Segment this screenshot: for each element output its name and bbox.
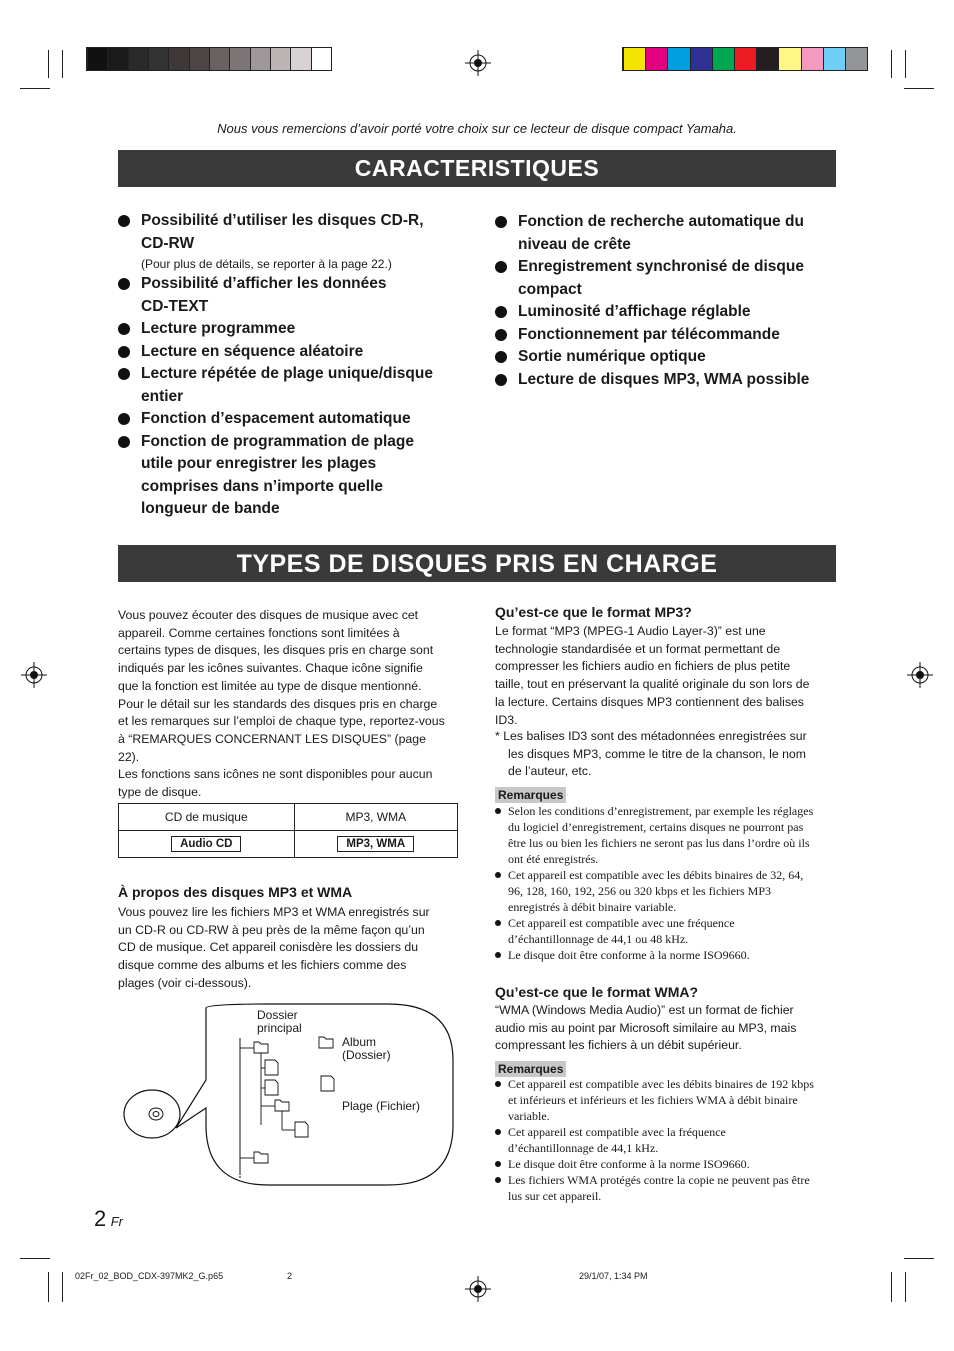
- bullet-icon: [495, 1081, 501, 1087]
- calibration-swatch: [290, 48, 310, 70]
- text-line: Vous pouvez écouter des disques de musique avec cet: [118, 608, 419, 622]
- footer-filename: 02Fr_02_BOD_CDX-397MK2_G.p65: [75, 1271, 224, 1281]
- diagram-root-label: Dossier principal: [257, 1008, 302, 1035]
- remark-text: d’échantillonnage de 44,1 kHz.: [508, 1141, 659, 1155]
- mp3-section-title: Qu’est-ce que le format MP3?: [495, 604, 692, 620]
- registration-mark-icon: [907, 662, 933, 688]
- text-line: les disques MP3, comme le titre de la chanson, le nom: [508, 746, 807, 761]
- feature-item: [495, 324, 840, 347]
- bullet-icon: [495, 351, 507, 363]
- feature-item: [118, 273, 463, 318]
- bullet-icon: [495, 306, 507, 318]
- feature-item: [118, 363, 463, 408]
- text-line: “WMA (Windows Media Audio)” est un format de fichier: [495, 1003, 794, 1017]
- subfolder-icon: [275, 1100, 289, 1111]
- remark-text: ont été enregistrés.: [508, 852, 599, 866]
- about-mp3-wma-text: [118, 904, 463, 993]
- text-line: compressant les fichiers à un débit supérieur.: [495, 1038, 742, 1053]
- file-icon: [265, 1060, 278, 1075]
- calibration-swatch: [107, 48, 127, 70]
- remark-text: variable.: [508, 1109, 550, 1123]
- registration-mark-icon: [465, 1276, 491, 1302]
- calibration-swatch: [168, 48, 188, 70]
- remark-text: du logiciel d’enregistrement, certains disques ne pourront pas: [508, 820, 804, 834]
- bullet-icon: [118, 436, 130, 448]
- feature-item: [495, 256, 840, 301]
- feature-text: CD-TEXT: [141, 297, 209, 315]
- feature-item: [118, 318, 463, 341]
- text-line: la lecture. Certains disques MP3 contiennent des balises: [495, 694, 804, 709]
- mp3-section-text: [495, 623, 840, 729]
- disc-icon: [124, 1090, 180, 1138]
- text-line: plages (voir ci-dessous).: [118, 975, 252, 990]
- feature-text: Fonctionnement par télécommande: [518, 325, 780, 343]
- disc-type-header-cd: CD de musique: [119, 804, 295, 831]
- remark-item: [495, 1076, 840, 1124]
- text-line: compresser les fichiers audio en fichiers de plus petite: [495, 659, 791, 674]
- text-line: taille, tout en préservant la qualité originale du son lors de: [495, 677, 810, 692]
- feature-item: [495, 301, 840, 324]
- calibration-swatch: [250, 48, 270, 70]
- calibration-swatch: [87, 48, 107, 70]
- text-line: et les remarques sur l’emploi de chaque type, reportez-vous: [118, 714, 445, 729]
- section-title-disc-types: TYPES DE DISQUES PRIS EN CHARGE: [118, 545, 836, 582]
- feature-text: utile pour enregistrer les plages: [141, 455, 377, 472]
- calibration-swatch: [845, 48, 867, 70]
- remark-item: [495, 803, 840, 867]
- bullet-icon: [495, 261, 507, 273]
- remark-item: [495, 867, 840, 915]
- remark-text: Cet appareil est compatible avec les débits binaires de 192 kbps: [508, 1077, 814, 1091]
- calibration-swatch: [712, 48, 734, 70]
- remark-text: Cet appareil est compatible avec la fréquence: [508, 1125, 726, 1139]
- about-mp3-wma-title: À propos des disques MP3 et WMA: [118, 884, 353, 900]
- remark-text: 96, 128, 160, 192, 256 ou 320 kbps et les fichiers MP3: [508, 884, 771, 898]
- feature-text: entier: [141, 387, 184, 405]
- text-line: type de disque.: [118, 785, 202, 800]
- text-line: de l’auteur, etc.: [508, 764, 592, 779]
- text-line: Pour le détail sur les standards des disques pris en charge: [118, 696, 438, 711]
- bullet-icon: [495, 872, 501, 878]
- text-line: * Les balises ID3 sont des métadonnées enregistrées sur: [495, 729, 807, 743]
- feature-text: Lecture en séquence aléatoire: [141, 342, 364, 360]
- diagram-album-label: Album (Dossier): [342, 1035, 391, 1062]
- feature-text: Possibilité d’afficher les données: [141, 275, 387, 292]
- calibration-swatch: [778, 48, 800, 70]
- feature-item: [495, 211, 840, 256]
- feature-item: [495, 369, 840, 392]
- disc-types-intro: [118, 607, 463, 802]
- text-line: que la fonction est limitée au type de disque mentionné.: [118, 678, 422, 693]
- disc-type-header-mp3: MP3, WMA: [294, 804, 457, 831]
- feature-item: [118, 341, 463, 364]
- mp3-footnote: [495, 728, 840, 781]
- intro-text: Nous vous remercions d’avoir porté votre choix sur ce lecteur de disque compact Yamaha.: [217, 121, 737, 136]
- remark-text: enregistrés à débit binaire variable.: [508, 900, 677, 914]
- bullet-icon: [118, 346, 130, 358]
- remark-item: [495, 915, 840, 947]
- file-icon: [265, 1080, 278, 1095]
- mp3-remarks-list: [495, 803, 840, 963]
- remark-text: et inférieurs et inférieurs et les fichiers WMA à débit binaire: [508, 1093, 798, 1107]
- remarks-label: Remarques: [495, 1061, 566, 1077]
- remark-text: Les fichiers WMA protégés contre la copie ne peuvent pas être: [508, 1173, 810, 1187]
- section-title-features: CARACTERISTIQUES: [118, 150, 836, 187]
- bullet-icon: [118, 413, 130, 425]
- root-folder-icon: [254, 1042, 268, 1053]
- wma-section-title: Qu’est-ce que le format WMA?: [495, 984, 699, 1000]
- remark-text: Selon les conditions d’enregistrement, par exemple les réglages: [508, 804, 814, 818]
- bullet-icon: [495, 1161, 501, 1167]
- remark-item: [495, 1172, 840, 1204]
- text-line: à “REMARQUES CONCERNANT LES DISQUES” (page: [118, 731, 426, 746]
- feature-text: Enregistrement synchronisé de disque: [518, 258, 804, 275]
- text-line: 22).: [118, 749, 140, 764]
- remark-item: [495, 1156, 840, 1172]
- bullet-icon: [495, 808, 501, 814]
- feature-item: [495, 346, 840, 369]
- feature-text: Fonction de recherche automatique du: [518, 213, 804, 230]
- feature-text: Lecture de disques MP3, WMA possible: [518, 370, 810, 388]
- text-line: appareil. Comme certaines fonctions sont limitées à: [118, 625, 400, 640]
- text-line: Les fonctions sans icônes ne sont disponibles pour aucun: [118, 767, 433, 782]
- remark-text: Cet appareil est compatible avec les débits binaires de 32, 64,: [508, 868, 804, 882]
- text-line: CD de musique. Cet appareil conisdère les dossiers du: [118, 940, 419, 955]
- diagram-file-label: Plage (Fichier): [342, 1099, 421, 1113]
- bullet-icon: [495, 216, 507, 228]
- calibration-swatch: [823, 48, 845, 70]
- feature-text: CD-RW: [141, 234, 195, 252]
- feature-text: compact: [518, 280, 582, 298]
- feature-text: Luminosité d’affichage réglable: [518, 303, 751, 320]
- text-line: un CD-R ou CD-RW à peu près de la même façon qu’un: [118, 922, 425, 937]
- folder-icon: [254, 1152, 268, 1163]
- wma-remarks-list: [495, 1076, 840, 1204]
- feature-text: Possibilité d’utiliser les disques CD-R,: [141, 212, 424, 229]
- text-line: technologie standardisée et un format permettant de: [495, 641, 781, 656]
- legend-folder-icon: [319, 1037, 333, 1048]
- bullet-icon: [495, 952, 501, 958]
- calibration-swatch: [734, 48, 756, 70]
- feature-item: [118, 210, 463, 273]
- text-line: Le format “MP3 (MPEG-1 Audio Layer-3)” est une: [495, 624, 766, 638]
- calibration-swatch: [209, 48, 229, 70]
- remark-text: Cet appareil est compatible avec une fréquence: [508, 916, 735, 930]
- calibration-swatch: [128, 48, 148, 70]
- remark-text: Le disque doit être conforme à la norme ISO9660.: [508, 1157, 750, 1171]
- calibration-swatch: [270, 48, 290, 70]
- remark-item: [495, 947, 840, 963]
- footer-date: 29/1/07, 1:34 PM: [579, 1271, 648, 1281]
- feature-item: [118, 408, 463, 431]
- remark-text: être lus ou bien les fichiers ne seront pas lus dans l’ordre où ils: [508, 836, 810, 850]
- feature-text: longueur de bande: [141, 500, 280, 517]
- calibration-swatch: [645, 48, 667, 70]
- feature-text: comprises dans n’importe quelle: [141, 477, 384, 495]
- calibration-swatch: [229, 48, 249, 70]
- bullet-icon: [118, 278, 130, 290]
- bullet-icon: [495, 329, 507, 341]
- feature-text: Lecture programmee: [141, 320, 296, 337]
- calibration-swatch: [189, 48, 209, 70]
- feature-text: Lecture répétée de plage unique/disque: [141, 365, 433, 382]
- calibration-swatch: [690, 48, 712, 70]
- bullet-icon: [495, 920, 501, 926]
- feature-list-right: [495, 211, 840, 391]
- mp3-wma-icon: MP3, WMA: [337, 836, 414, 852]
- feature-text: niveau de crête: [518, 235, 631, 253]
- calibration-swatch: [801, 48, 823, 70]
- calibration-swatch: [148, 48, 168, 70]
- calibration-swatch: [311, 48, 331, 70]
- bullet-icon: [118, 215, 130, 227]
- text-line: certains types de disques, les disques pris en charge sont: [118, 643, 434, 658]
- remark-item: [495, 1124, 840, 1156]
- calibration-swatch: [756, 48, 778, 70]
- remarks-label: Remarques: [495, 787, 566, 803]
- calibration-swatch: [667, 48, 689, 70]
- audio-cd-icon: Audio CD: [171, 836, 241, 852]
- bullet-icon: [118, 368, 130, 380]
- registration-mark-icon: [465, 50, 491, 76]
- calibration-swatch: [623, 48, 645, 70]
- text-line: ID3.: [495, 712, 518, 727]
- text-line: disque comme des albums et les fichiers comme des: [118, 958, 407, 973]
- legend-file-icon: [321, 1076, 334, 1091]
- bullet-icon: [495, 1177, 501, 1183]
- feature-list-left: [118, 210, 463, 521]
- feature-text: Sortie numérique optique: [518, 348, 706, 365]
- grayscale-calibration-strip: [86, 47, 332, 71]
- feature-text: Fonction de programmation de plage: [141, 432, 414, 450]
- page-number: 2 Fr: [94, 1206, 123, 1231]
- feature-text: Fonction d’espacement automatique: [141, 410, 411, 427]
- bullet-icon: [118, 323, 130, 335]
- color-calibration-strip: [622, 47, 868, 71]
- footer-page: 2: [287, 1271, 293, 1281]
- callout-bubble: [176, 1004, 453, 1185]
- remark-text: lus sur cet appareil.: [508, 1189, 602, 1203]
- remark-text: Le disque doit être conforme à la norme ISO9660.: [508, 948, 750, 962]
- text-line: Vous pouvez lire les fichiers MP3 et WMA enregistrés sur: [118, 905, 430, 919]
- wma-section-text: [495, 1002, 840, 1055]
- text-line: indiqués par les icônes suivantes. Chaque icône signifie: [118, 661, 423, 676]
- remark-text: d’échantillonnage de 44,1 ou 48 kHz.: [508, 932, 689, 946]
- feature-item: [118, 431, 463, 521]
- bullet-icon: [495, 1129, 501, 1135]
- bullet-icon: [495, 374, 507, 386]
- text-line: audio mis au point par Microsoft similaire au MP3, mais: [495, 1020, 797, 1035]
- disc-type-table: [118, 803, 458, 858]
- file-icon: [295, 1122, 308, 1137]
- registration-mark-icon: [21, 662, 47, 688]
- feature-note: (Pour plus de détails, se reporter à la page 22.): [141, 257, 392, 271]
